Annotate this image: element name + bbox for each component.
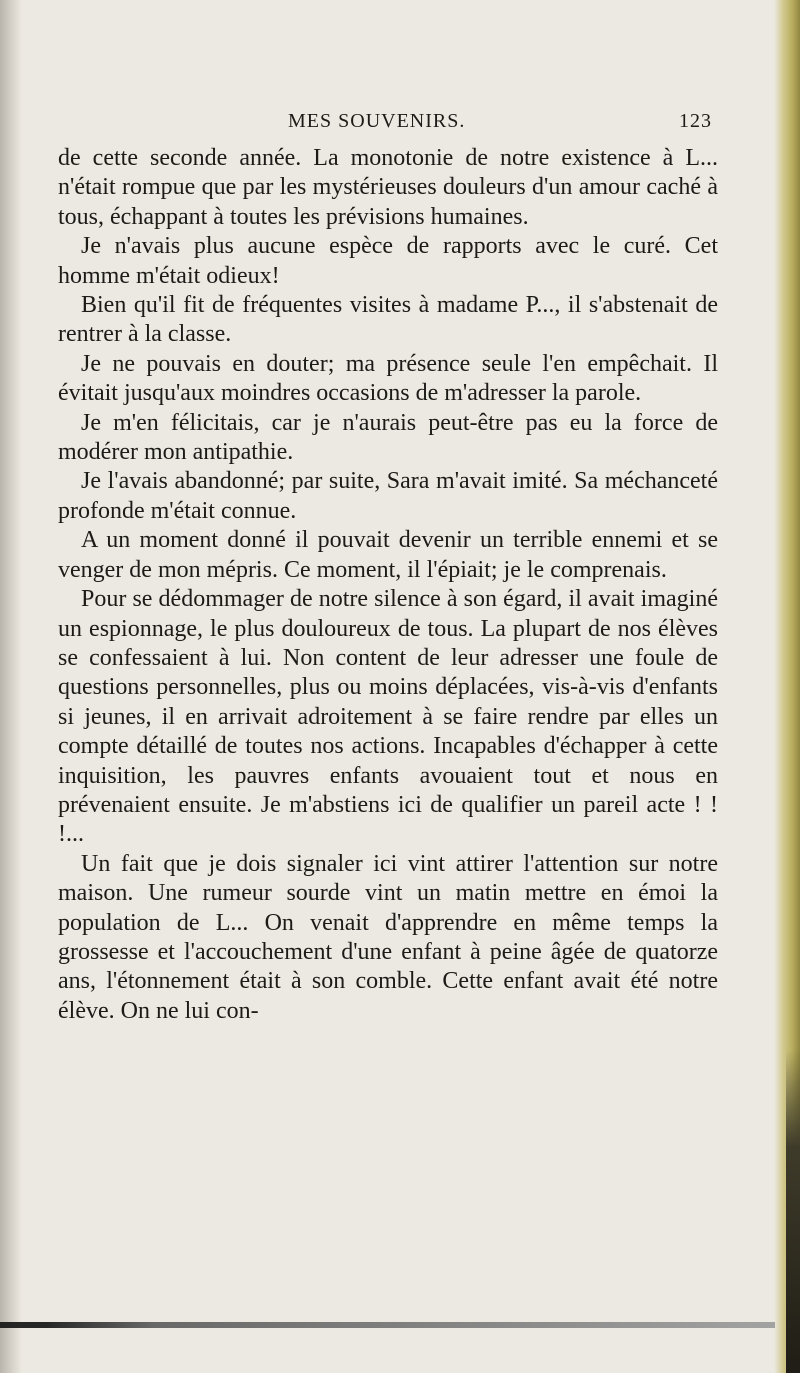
paragraph: Un fait que je dois signaler ici vint attirer l'attention sur notre maison. Une rumeur sourde vint un matin mettre en émoi la population de L... On venait d'apprendre en même temps la grossesse et l'accouchement d'une enfant à peine âgée de quatorze ans, l'étonnement était à son comble. Cette enfant avait été notre élève. On ne lui con- <box>58 850 718 1024</box>
paragraph: de cette seconde année. La monotonie de notre existence à L... n'était rompue que par les mystérieuses douleurs d'un amour caché à tous, échappant à toutes les prévisions humaines. <box>58 145 718 230</box>
paragraph: Je n'avais plus aucune espèce de rapports avec le curé. Cet homme m'était odieux! <box>58 233 718 289</box>
paragraph: Pour se dédommager de notre silence à son égard, il avait imaginé un espionnage, le plus douloureux de tous. La plupart de nos élèves se confessaient à lui. Non content de leur adresser une foule de questions personnelles, plus ou moins déplacées, vis-à-vis d'enfants si jeunes, il en arrivait adroitement à se faire rendre par elles un compte détaillé de toutes nos actions. Incapables d'échapper à cette inquisition, les pauvres enfants avouaient tout et nous en prévenaient ensuite. Je m'abstiens ici de qualifier un pareil acte ! ! !... <box>58 586 718 848</box>
paragraph: Je m'en félicitais, car je n'aurais peut-être pas eu la force de modérer mon antipathie. <box>58 409 718 466</box>
running-title: MES SOUVENIRS. <box>288 110 466 132</box>
scan-left-shadow <box>0 0 22 1373</box>
scan-right-darkband <box>786 1050 800 1373</box>
paragraph: Je l'avais abandonné; par suite, Sara m'avait imité. Sa méchanceté profonde m'était connue. <box>58 468 718 524</box>
running-head <box>58 110 718 144</box>
page-number: 123 <box>679 110 712 132</box>
body-text <box>58 144 718 1026</box>
scan-bottom-rule <box>0 1322 775 1328</box>
paragraph: Je ne pouvais en douter; ma présence seule l'en empêchait. Il évitait jusqu'aux moindres occasions de m'adresser la parole. <box>58 350 718 407</box>
paragraph: Bien qu'il fit de fréquentes visites à madame P..., il s'abstenait de rentrer à la classe. <box>58 292 718 348</box>
book-page <box>58 110 718 1026</box>
paragraph: A un moment donné il pouvait devenir un terrible ennemi et se venger de mon mépris. Ce moment, il l'épiait; je le comprenais. <box>58 527 718 583</box>
